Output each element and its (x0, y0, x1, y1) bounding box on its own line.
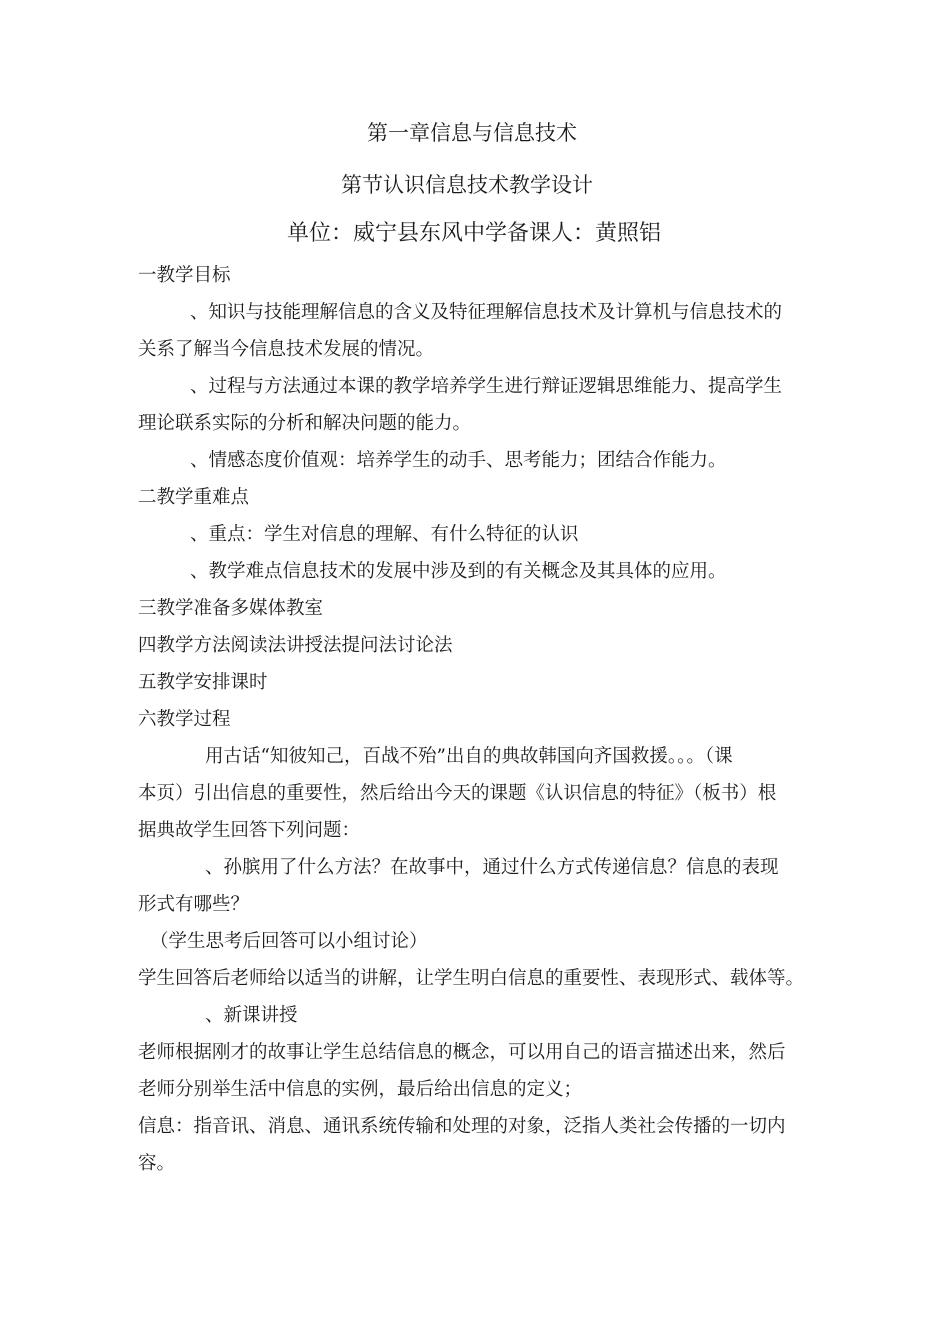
paragraph-line: 据典故学生回答下列问题： (138, 820, 361, 841)
paragraph-line: 老师根据刚才的故事让学生总结信息的概念，可以用自己的语言描述出来，然后 (138, 1042, 786, 1063)
section-title: 第节认识信息技术教学设计 (341, 173, 593, 197)
heading-process: 六教学过程 (138, 709, 231, 730)
paragraph-line: 、情感态度价值观：培养学生的动手、思考能力；团结合作能力。 (190, 450, 727, 471)
paragraph-line: 本页）引出信息的重要性，然后给出今天的课题《认识信息的特征》（板书）根 (138, 783, 777, 804)
paragraph-line: 容。 (138, 1153, 176, 1174)
paragraph-line: 、过程与方法通过本课的教学培养学生进行辩证逻辑思维能力、提高学生 (190, 376, 783, 397)
paragraph-line: 、教学难点信息技术的发展中涉及到的有关概念及其具体的应用。 (190, 561, 727, 582)
paragraph-line: （学生思考后回答可以小组讨论） (150, 931, 428, 952)
chapter-title: 第一章信息与信息技术 (367, 121, 577, 145)
paragraph-line: 老师分别举生活中信息的实例，最后给出信息的定义； (138, 1079, 583, 1100)
paragraph-line: 、新课讲授 (205, 1005, 298, 1026)
paragraph-line: 信息：指音讯、消息、通讯系统传输和处理的对象，泛指人类社会传播的一切内 (138, 1116, 786, 1137)
heading-methods: 四教学方法阅读法讲授法提问法讨论法 (138, 635, 453, 656)
paragraph-line: 形式有哪些？ (138, 894, 250, 915)
paragraph-line: 用古话“知彼知己，百战不殆”出自的典故韩国向齐国救援。。。（课 (205, 746, 733, 767)
heading-schedule: 五教学安排课时 (138, 672, 268, 693)
paragraph-line: 、重点：学生对信息的理解、有什么特征的认识 (190, 524, 579, 545)
heading-key-points: 二教学重难点 (138, 487, 250, 508)
paragraph-line: 关系了解当今信息技术发展的情况。 (138, 339, 435, 360)
paragraph-line: 、知识与技能理解信息的含义及特征理解信息技术及计算机与信息技术的 (190, 302, 783, 323)
paragraph-line: 学生回答后老师给以适当的讲解，让学生明白信息的重要性、表现形式、载体等。 (138, 968, 805, 989)
author-line: 单位：威宁县东风中学备课人：黄照铝 (287, 221, 662, 246)
paragraph-line: 、孙膑用了什么方法？在故事中，通过什么方式传递信息？信息的表现 (205, 857, 779, 878)
heading-preparation: 三教学准备多媒体教室 (138, 598, 324, 619)
paragraph-line: 理论联系实际的分析和解决问题的能力。 (138, 413, 472, 434)
heading-objectives: 一教学目标 (138, 265, 231, 286)
